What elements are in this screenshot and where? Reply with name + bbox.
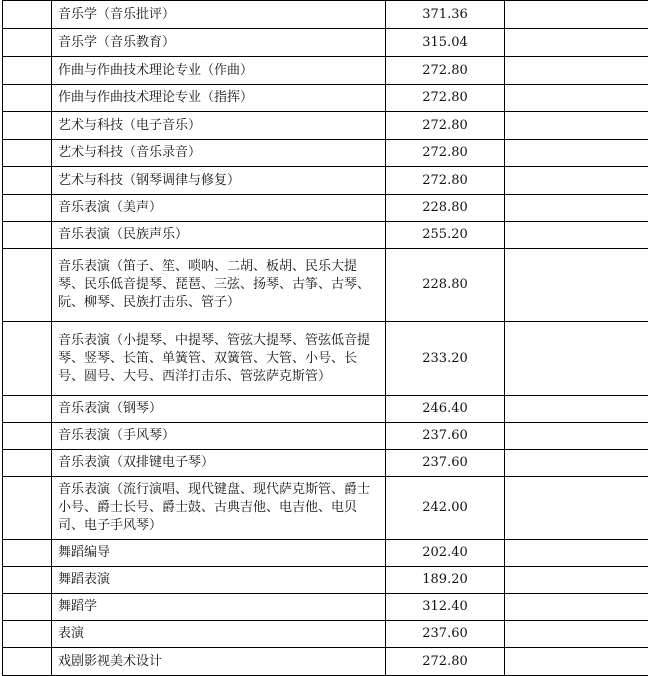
remark-cell xyxy=(505,648,648,676)
score-cell: 371.36 xyxy=(386,1,505,29)
score-cell: 237.60 xyxy=(386,450,505,477)
remark-cell xyxy=(505,29,648,57)
remark-cell xyxy=(505,322,648,396)
table-row xyxy=(3,222,648,249)
major-cell: 音乐表演（手风琴） xyxy=(52,423,386,450)
score-cell: 237.60 xyxy=(386,621,505,648)
score-cell: 189.20 xyxy=(386,567,505,594)
remark-cell xyxy=(505,195,648,222)
row-number-cell xyxy=(3,567,52,594)
table-row xyxy=(3,540,648,567)
remark-cell xyxy=(505,112,648,140)
row-number-cell xyxy=(3,594,52,621)
major-cell: 艺术与科技（电子音乐） xyxy=(52,112,386,140)
table-row xyxy=(3,112,648,140)
score-cell: 228.80 xyxy=(386,195,505,222)
major-cell: 艺术与科技（音乐录音） xyxy=(52,140,386,167)
remark-cell xyxy=(505,594,648,621)
table-row xyxy=(3,450,648,477)
major-cell: 音乐表演（美声） xyxy=(52,195,386,222)
score-cell: 272.80 xyxy=(386,648,505,676)
remark-cell xyxy=(505,477,648,540)
major-cell: 音乐表演（民族声乐） xyxy=(52,222,386,249)
remark-cell xyxy=(505,396,648,423)
row-number-cell xyxy=(3,112,52,140)
table-row xyxy=(3,621,648,648)
major-cell: 戏剧影视美术设计 xyxy=(52,648,386,676)
remark-cell xyxy=(505,1,648,29)
row-number-cell xyxy=(3,540,52,567)
admission-score-table xyxy=(2,0,648,676)
remark-cell xyxy=(505,140,648,167)
major-cell: 音乐表演（钢琴） xyxy=(52,396,386,423)
remark-cell xyxy=(505,450,648,477)
row-number-cell xyxy=(3,477,52,540)
row-number-cell xyxy=(3,222,52,249)
major-cell: 舞蹈学 xyxy=(52,594,386,621)
major-cell: 舞蹈表演 xyxy=(52,567,386,594)
score-cell: 255.20 xyxy=(386,222,505,249)
table-row xyxy=(3,195,648,222)
row-number-cell xyxy=(3,621,52,648)
score-cell: 272.80 xyxy=(386,167,505,195)
major-cell: 舞蹈编导 xyxy=(52,540,386,567)
row-number-cell xyxy=(3,450,52,477)
table-row xyxy=(3,322,648,396)
row-number-cell xyxy=(3,85,52,112)
major-cell: 作曲与作曲技术理论专业（作曲） xyxy=(52,57,386,85)
table-row xyxy=(3,567,648,594)
remark-cell xyxy=(505,567,648,594)
table-row xyxy=(3,648,648,676)
table-row xyxy=(3,249,648,322)
score-cell: 237.60 xyxy=(386,423,505,450)
major-cell: 音乐学（音乐教育） xyxy=(52,29,386,57)
remark-cell xyxy=(505,222,648,249)
table-row xyxy=(3,477,648,540)
remark-cell xyxy=(505,167,648,195)
remark-cell xyxy=(505,249,648,322)
major-cell: 表演 xyxy=(52,621,386,648)
row-number-cell xyxy=(3,1,52,29)
major-cell: 音乐学（音乐批评） xyxy=(52,1,386,29)
score-cell: 202.40 xyxy=(386,540,505,567)
row-number-cell xyxy=(3,57,52,85)
remark-cell xyxy=(505,621,648,648)
score-cell: 246.40 xyxy=(386,396,505,423)
major-cell: 音乐表演（笛子、笙、唢呐、二胡、板胡、民乐大提琴、民乐低音提琴、琵琶、三弦、扬琴、古筝、古琴、阮、柳琴、民族打击乐、管子） xyxy=(52,249,386,322)
major-cell: 艺术与科技（钢琴调律与修复） xyxy=(52,167,386,195)
score-cell: 228.80 xyxy=(386,249,505,322)
row-number-cell xyxy=(3,648,52,676)
table-body xyxy=(3,1,648,676)
major-cell: 音乐表演（流行演唱、现代键盘、现代萨克斯管、爵士小号、爵士长号、爵士鼓、古典吉他、电吉他、电贝司、电子手风琴） xyxy=(52,477,386,540)
row-number-cell xyxy=(3,249,52,322)
score-cell: 272.80 xyxy=(386,112,505,140)
score-cell: 233.20 xyxy=(386,322,505,396)
row-number-cell xyxy=(3,140,52,167)
score-cell: 242.00 xyxy=(386,477,505,540)
score-cell: 272.80 xyxy=(386,140,505,167)
table-row xyxy=(3,396,648,423)
row-number-cell xyxy=(3,167,52,195)
table-row xyxy=(3,423,648,450)
major-cell: 音乐表演（小提琴、中提琴、管弦大提琴、管弦低音提琴、竖琴、长笛、单簧管、双簧管、大管、小号、长号、圆号、大号、西洋打击乐、管弦萨克斯管） xyxy=(52,322,386,396)
remark-cell xyxy=(505,57,648,85)
table-row xyxy=(3,57,648,85)
score-cell: 312.40 xyxy=(386,594,505,621)
remark-cell xyxy=(505,540,648,567)
row-number-cell xyxy=(3,423,52,450)
table-row xyxy=(3,1,648,29)
table-row xyxy=(3,29,648,57)
table-row xyxy=(3,140,648,167)
table-row xyxy=(3,167,648,195)
row-number-cell xyxy=(3,322,52,396)
row-number-cell xyxy=(3,396,52,423)
major-cell: 音乐表演（双排键电子琴） xyxy=(52,450,386,477)
score-cell: 272.80 xyxy=(386,85,505,112)
score-cell: 315.04 xyxy=(386,29,505,57)
row-number-cell xyxy=(3,29,52,57)
table-row xyxy=(3,594,648,621)
score-cell: 272.80 xyxy=(386,57,505,85)
remark-cell xyxy=(505,423,648,450)
remark-cell xyxy=(505,85,648,112)
major-cell: 作曲与作曲技术理论专业（指挥） xyxy=(52,85,386,112)
row-number-cell xyxy=(3,195,52,222)
table-row xyxy=(3,85,648,112)
